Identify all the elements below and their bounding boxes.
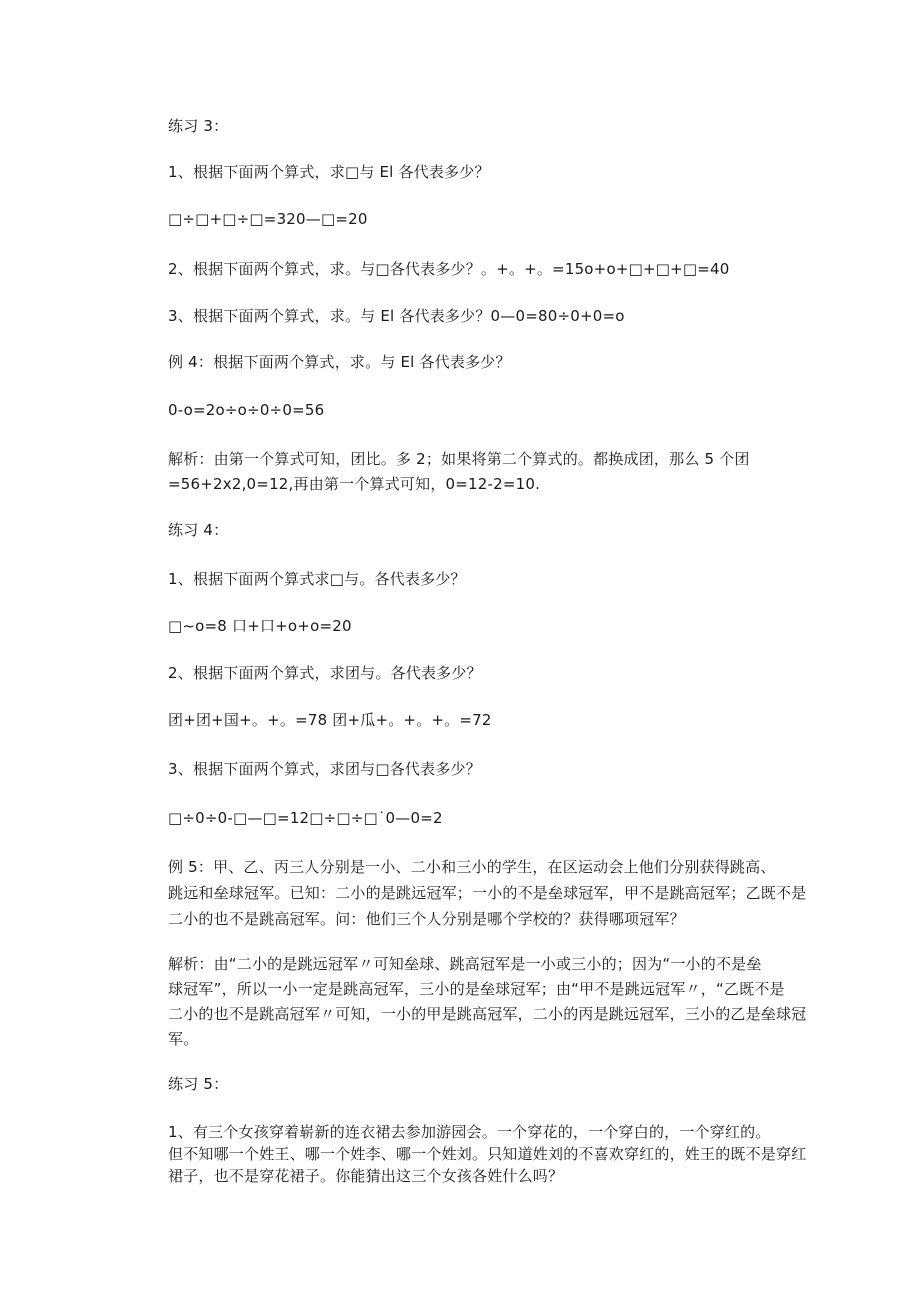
- practice3-heading: 练习 3：: [168, 117, 229, 135]
- practice4-formula-2: 团+团+国+。+。=78 团+瓜+。+。+。=72: [168, 711, 492, 729]
- practice4-question-1: 1、根据下面两个算式求□与。各代表多少？: [168, 570, 466, 588]
- practice5-heading: 练习 5：: [168, 1075, 229, 1093]
- example5-line-1: 例 5：甲、乙、丙三人分别是一小、二小和三小的学生，在区运动会上他们分别获得跳高、: [168, 858, 776, 876]
- example4-question: 例 4：根据下面两个算式，求。与 El 各代表多少？: [168, 353, 511, 371]
- example5-analysis-line-3: 二小的也不是跳高冠军〃可知，一小的甲是跳高冠军，二小的丙是跳远冠军，三小的乙是垒球冠: [168, 1005, 807, 1023]
- practice3-formula-1: □÷□+□÷□=320—□=20: [168, 210, 368, 228]
- practice4-question-3: 3、根据下面两个算式，求团与□各代表多少？: [168, 760, 481, 778]
- example5-analysis-line-1: 解析：由“二小的是跳远冠军〃可知垒球、跳高冠军是一小或三小的；因为“一小的不是垒: [168, 955, 762, 973]
- practice3-question-1: 1、根据下面两个算式，求□与 El 各代表多少？: [168, 163, 490, 181]
- practice5-line-1: 1、有三个女孩穿着崭新的连衣裙去参加游园会。一个穿花的，一个穿白的，一个穿红的。: [168, 1123, 771, 1141]
- example5-analysis-line-2: 球冠军”，所以一小一定是跳高冠军，三小的是垒球冠军；由“甲不是跳远冠军〃，“乙既不是: [168, 980, 785, 998]
- practice4-question-2: 2、根据下面两个算式，求团与。各代表多少？: [168, 664, 482, 682]
- example5-line-2: 跳远和垒球冠军。已知：二小的是跳远冠军；一小的不是垒球冠军，甲不是跳高冠军；乙既不是: [168, 884, 807, 902]
- practice4-heading: 练习 4：: [168, 521, 229, 539]
- example5-line-3: 二小的也不是跳高冠军。问：他们三个人分别是哪个学校的？获得哪项冠军？: [168, 910, 685, 928]
- practice5-line-3: 裙子，也不是穿花裙子。你能猜出这三个女孩各姓什么吗？: [168, 1167, 564, 1185]
- practice3-question-2: 2、根据下面两个算式，求。与□各代表多少？。+。+。=15o+o+□+□+□=40: [168, 260, 730, 278]
- example4-analysis-line-2: =56+2x2,0=12,再由第一个算式可知，0=12-2=10.: [168, 475, 541, 493]
- example5-analysis-line-4: 军。: [168, 1030, 199, 1048]
- practice4-formula-3: □÷0÷0-□—□=12□÷□÷□˙0—0=2: [168, 809, 443, 827]
- practice3-question-3: 3、根据下面两个算式，求。与 El 各代表多少？0—0=80÷0+0=o: [168, 307, 625, 325]
- practice5-line-2: 但不知哪一个姓王、哪一个姓李、哪一个姓刘。只知道姓刘的不喜欢穿红的，姓王的既不是穿红: [168, 1145, 807, 1163]
- practice4-formula-1: □~o=8 口+口+o+o=20: [168, 617, 352, 635]
- example4-analysis-line-1: 解析：由第一个算式可知，团比。多 2；如果将第二个算式的。都换成团，那么 5 个团: [168, 450, 750, 468]
- example4-formula: 0-o=2o÷o÷0÷0=56: [168, 401, 325, 419]
